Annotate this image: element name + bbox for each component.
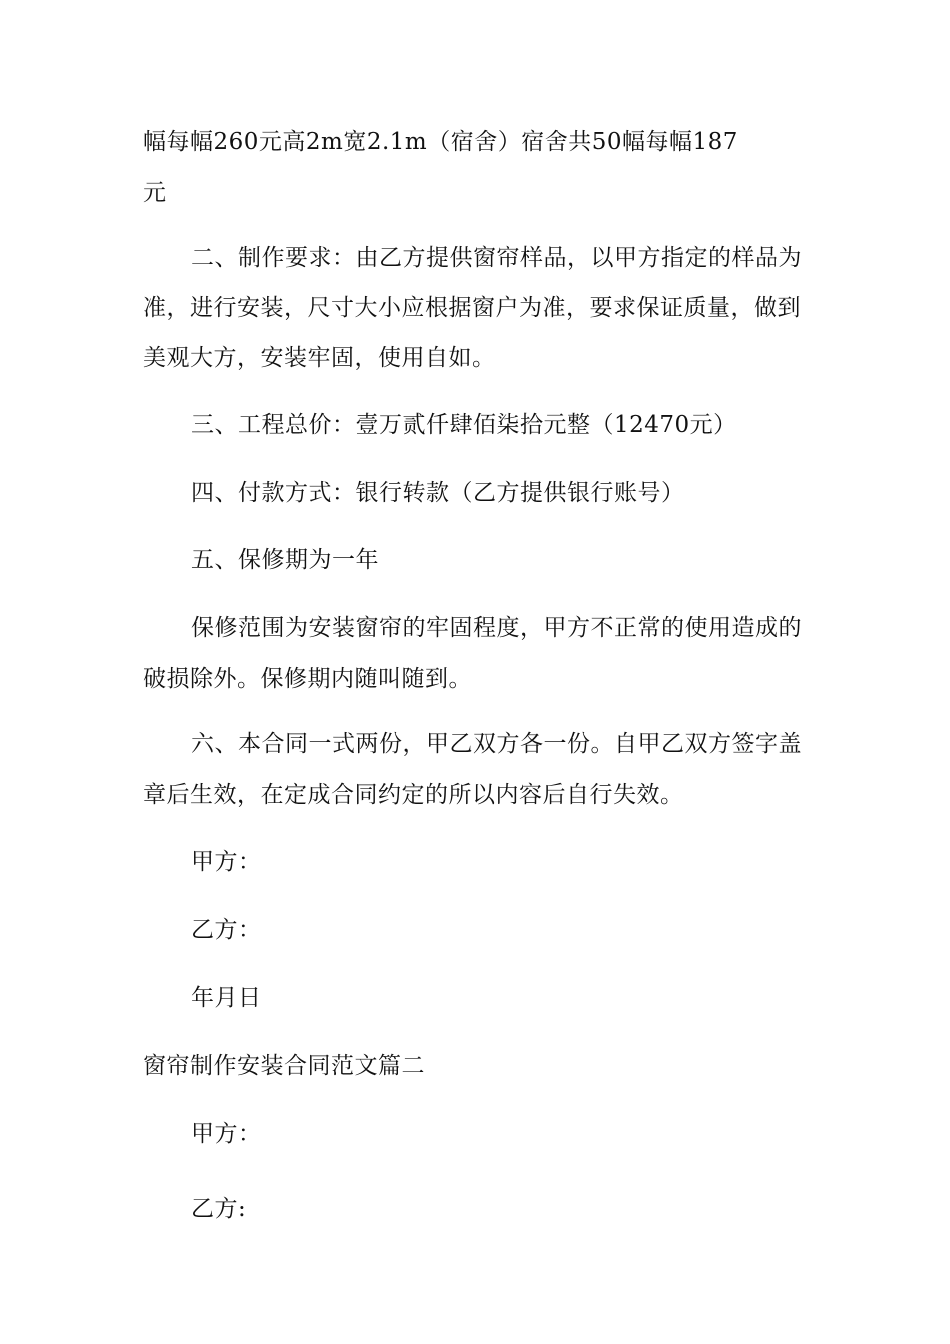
text-line: 五、保修期为一年 (191, 547, 379, 573)
text-line: 幅每幅260元高2m宽2.1m（宿舍）宿舍共50幅每幅187 (143, 129, 738, 155)
text-line: 六、本合同一式两份，甲乙双方各一份。自甲乙双方签字盖 (191, 731, 802, 757)
text-line: 三、工程总价：壹万贰仟肆佰柒拾元整（12470元） (191, 412, 737, 438)
text-line: 美观大方，安装牢固，使用自如。 (143, 345, 496, 371)
text-line: 保修范围为安装窗帘的牢固程度，甲方不正常的使用造成的 (191, 615, 802, 641)
text-line: 准，进行安装，尺寸大小应根据窗户为准，要求保证质量，做到 (143, 295, 801, 321)
text-line: 四、付款方式：银行转款（乙方提供银行账号） (191, 480, 685, 506)
text-line: 章后生效，在定成合同约定的所以内容后自行失效。 (143, 782, 684, 808)
text-line: 元 (143, 180, 167, 206)
signature-label-party-b: 乙方： (191, 917, 262, 943)
signature-label-party-a: 甲方： (191, 1121, 262, 1147)
signature-label-party-a: 甲方： (191, 849, 262, 875)
section-heading: 窗帘制作安装合同范文篇二 (143, 1053, 425, 1079)
date-label: 年月日 (191, 985, 262, 1011)
text-line: 破损除外。保修期内随叫随到。 (143, 666, 472, 692)
signature-label-party-b: 乙方: (191, 1196, 247, 1222)
text-line: 二、制作要求：由乙方提供窗帘样品，以甲方指定的样品为 (191, 245, 802, 271)
